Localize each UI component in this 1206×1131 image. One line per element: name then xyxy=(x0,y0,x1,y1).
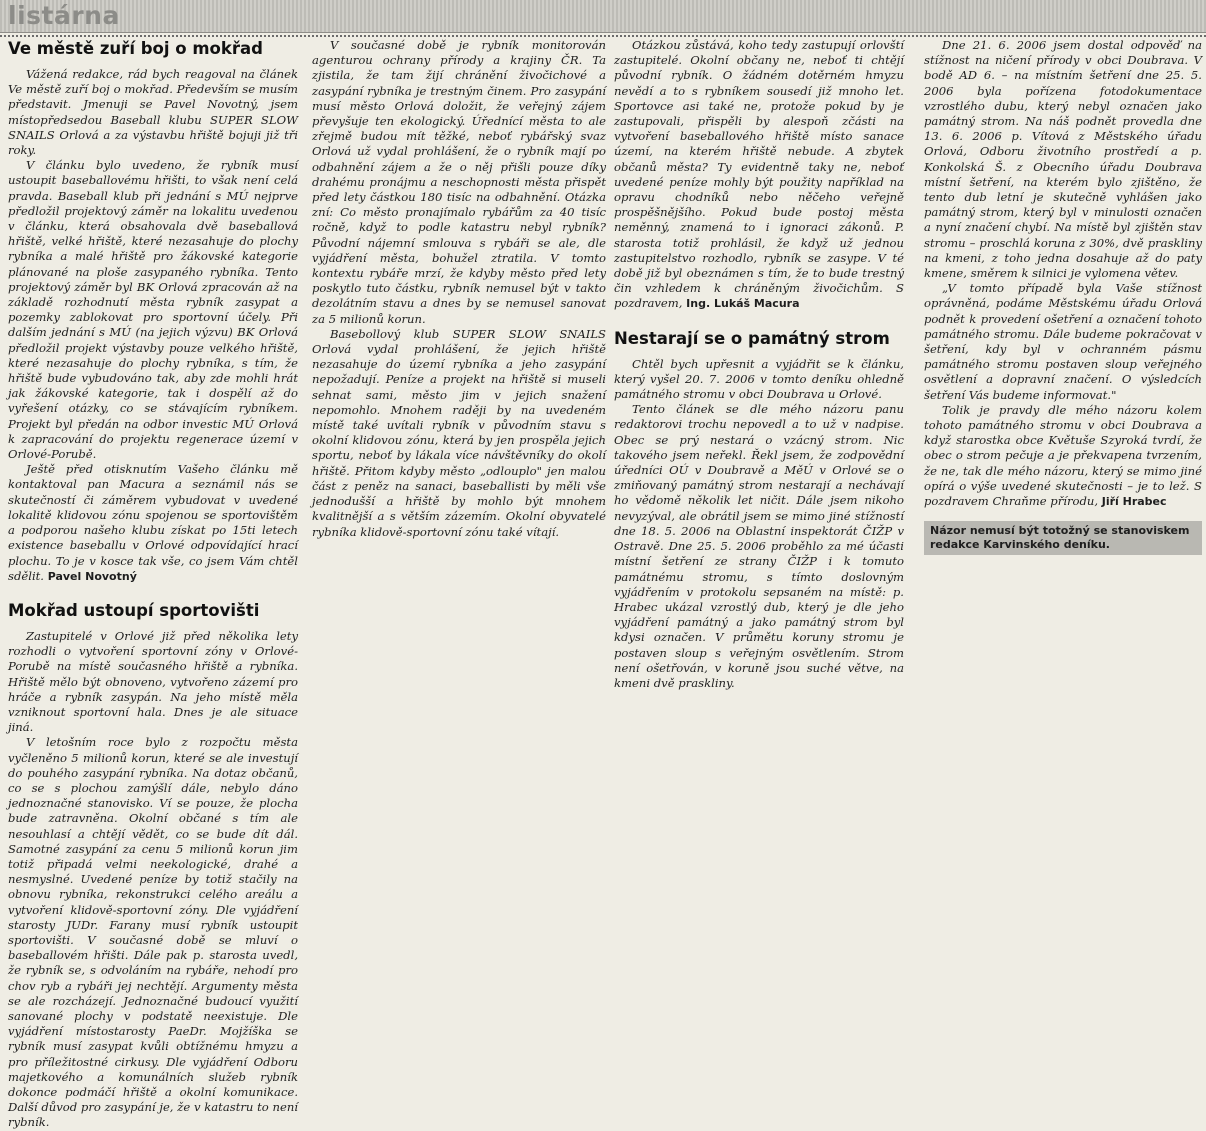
article1-signature: Pavel Novotný xyxy=(47,569,137,583)
article1-paragraph-text: Ještě před otisknutím Vašeho článku mě kontaktoval pan Macura a seznámil nás se skutečností či záměrem vybudovat v uvedené lokalitě klidovou zónu spojenou se sportovištěm a podporou našeho klubu získat po 15ti letech existence baseballu v Orlové odpovídající hrací plochu. To je v kosce tak vše, co jsem Vám chtěl sdělit. xyxy=(8,462,298,583)
article1-paragraph: V článku bylo uvedeno, že rybník musí ustoupit baseballovému hřišti, to však není celá pravda. Baseball klub při jednání s MÚ nejprve předložil projektový záměr na lokalitu uvedenou v článku, která obsahovala dvě baseballová hřiště, velké hřiště, které nezasahuje do plochy rybníka a malé hřiště pro žákovské kategorie plánované na ploše zasypaného rybníka. Tento projektový záměr byl BK Orlová zpracován až na základě rozhodnutí města rybník zasypat a pozemky zablokovat pro sportovní účely. Při dalším jednání s MÚ (na jejich výzvu) BK Orlová předložil projekt výstavby pouze velkého hřiště, které nezasahuje do plochy rybníka, s tím, že hřiště bude vybudováno tak, aby zde mohli hrát jak žákovské kategorie, tak i dospělí až do vyřešení otázky, co se stávajícím rybníkem. Projekt byl předán na odbor investic MÚ Orlová k zapracování do projektu regenerace území v Orlové-Porubě. xyxy=(8,158,298,462)
column-3 xyxy=(614,38,904,862)
article1-paragraph xyxy=(8,462,298,584)
article3-paragraph: Dne 21. 6. 2006 jsem dostal odpověď na stížnost na ničení přírody v obci Doubrava. V bodě AD 6. – na místním šetření dne 25. 5. 2006 byla pořízena fotodokumentace vzrostlého dubu, který nebyl označen jako památný strom. Na náš podnět provedla dne 13. 6. 2006 p. Vítová z Městského úřadu Orlová, Odboru životního prostředí a p. Konkolská Š. z Obecního úřadu Doubrava místní šetření, na kterém bylo zjištěno, že tento dub letní je skutečně vyhlášen jako památný strom, který byl v minulosti označen a nyní značení chybí. Na místě byl zjištěn stav stromu – proschlá koruna z 30%, dvě praskliny na kmeni, z toho jedna dosahuje až do paty kmene, směrem k silnici je vylomena větev. xyxy=(924,38,1202,281)
article2-paragraph: V letošním roce bylo z rozpočtu města vyčleněno 5 milionů korun, které se ale investují do pouhého zasypání rybníka. Na dotaz občanů, co se s plochou zamýšlí dále, nebylo dáno jednoznačné stanovisko. Ví se pouze, že plocha bude zatravněna. Okolní občané s tím ale nesouhlasí a chtějí vědět, co se bude dít dál. Samotné zasypání za cenu 5 milionů korun jim totiž připadá velmi neekologické, drahé a nesmyslné. Uvedené peníze by totiž stačily na obnovu rybníka, rekonstrukci celého areálu a vytvoření klidově-sportovní zóny. Dle vyjádření starosty JUDr. Farany musí rybník ustoupit sportovišti. V současné době se mluví o baseballovém hřišti. Dále pak p. starosta uvedl, že rybník se, s odvoláním na rybáře, nehodí pro chov ryb a rybáři jej nechtějí. Argumenty města se ale rozcházejí. Jednoznačné budoucí využití sanované plochy v podstatě neexistuje. Dle vyjádření místostarosty PaeDr. Mojžíška se rybník musí zasypat kvůli obtížnému hmyzu a pro příležitostné cirkusy. Dle vyjádření Odboru majetkového a komunálních služeb rybník dokonce podmáčí hřiště a okolní komunikace. Další důvod pro zasypání je, že v katastru to není rybník. xyxy=(8,735,298,1130)
article2-paragraph: V současné době je rybník monitorován agenturou ochrany přírody a krajiny ČR. Ta zjistila, že tam žijí chránění živočichové a zasypání rybníka je trestným činem. Pro zasypání musí město Orlová doložit, že veřejný zájem převyšuje ten ekologický. Úřednící města to ale zřejmě budou mít těžké, neboť rybářský svaz Orlová už vydal prohlášení, že o rybník mají po odbahnění zájem a že o něj přišli pouze díky drahému pronájmu a neschopnosti města přispět před lety částkou 180 tisíc na odbahnění. Otázka zní: Co město pronajímalo rybářům za 40 tisíc ročně, když to podle katastru nebyl rybník? Původní nájemní smlouva s rybáři se ale, dle vyjádření města, bohužel ztratila. V tomto kontextu rybáře mrzí, že kdyby město před lety poskytlo tuto částku, rybník nemusel být v takto dezolátním stavu a dnes by se nemusel sanovat za 5 milionů korun. xyxy=(312,38,606,326)
article3-paragraph xyxy=(924,403,1202,509)
disclaimer-box: Názor nemusí být totožný se stanoviskem redakce Karvinského deníku. xyxy=(924,521,1202,555)
column-1 xyxy=(8,38,298,1130)
article2-signature: Ing. Lukáš Macura xyxy=(686,297,800,311)
headline-pamatny-strom: Nestarají se o památný strom xyxy=(614,328,890,348)
article2-paragraph xyxy=(614,38,904,312)
article3-paragraph-text: Tolik je pravdy dle mého názoru kolem tohoto památného stromu v obci Doubrava a když starostka obce Květuše Szyroká tvrdí, že obec o strom pečuje a je překvapena tvrzením, že ne, tak dle mého názoru, který se mimo jiné opírá o výše uvedené skutečnosti – je to lež. S pozdravem Chraňme přírodu, xyxy=(924,402,1202,509)
headline-boj-o-mokrad: Ve městě zuří boj o mokřad xyxy=(8,39,263,58)
article2-paragraph: Basebollový klub SUPER SLOW SNAILS Orlová vydal prohlášení, že jejich hřiště nezasahuje do území rybníka a jeho zasypání nepožadují. Peníze a projekt na hřiště si museli sehnat sami, město jim v jejich snažení nepomohlo. Mnohem raději by na uvedeném místě také uvítali rybník v původním stavu s okolní klidovou zónu, která by jen prospěla jejich sportu, neboť by lákala více návštěvníky do okolí hřiště. Přitom kdyby město „odlouplo" jen malou část z peněz na sanaci, baseballisti by měli vše jednodušší a hřiště by mohlo být mnohem kvalitnější a s větším zázemím. Okolní obyvatelé rybníka klidově-sportovní zónu také vítají. xyxy=(312,326,606,539)
article1-paragraph: Vážená redakce, rád bych reagoval na článek Ve městě zuří boj o mokřad. Především se musím představit. Jmenuji se Pavel Novotný, jsem místopředsedou Baseball klubu SUPER SLOW SNAILS Orlová a za výstavbu hřiště bojuji již tři roky. xyxy=(8,67,298,158)
article3-paragraph: Tento článek se dle mého názoru panu redaktorovi trochu nepovedl a to už v nadpise. Obec se prý nestará o vzácný strom. Nic takového jsem neřekl. Řekl jsem, že zodpovědní úředníci OÚ v Doubravě a MěÚ v Orlové se o zmiňovaný památný strom nestarají a nechávají ho vědomě několik let ničit. Dále jsem nikoho nevyzýval, ale obrátil jsem se mimo jiné stížností dne 18. 5. 2006 na Oblastní inspektorát ČIŽP v Ostravě. Dne 25. 5. 2006 proběhlo za mé účasti místní šetření ze strany ČIŽP i k tomuto památnému stromu, s tímto doslovným vyjádřením v protokolu sepsaném na místě: p. Hrabec ukázal vzrostlý dub, který je dle jeho vyjádření památný a jako památný strom byl kdysi označen. V průmětu koruny stromu je postaven sloup s veřejným osvětlením. Strom není ošetřován, v koruně jsou suché větve, na kmeni dvě praskliny. xyxy=(614,402,904,690)
article2-paragraph-text: Otázkou zůstává, koho tedy zastupují orlovští zastupitelé. Okolní občany ne, neboť ti chtějí původní rybník. O žádném dotěrném hmyzu nevědí a to s rybníkem sousedí již mnoho let. Sportovce asi také ne, protože pokud by je zastupovali, přispěli by alespoň zčásti na vytvoření baseballového hřiště místo sanace území, na kterém hřiště nebude. A zbytek občanů města? Ty evidentně taky ne, neboť uvedené peníze mohly být použity například na opravu chodníků nebo něčeho veřejně prospěšnějšího. Pokud bude postoj města neměnný, znamená to i ignoraci zákonů. P. starosta totiž prohlásil, že když už jednou zastupitelstvo rozhodlo, rybník se zasype. V té době již byl obeznámen s tím, že to bude trestný čin vzhledem k chráněným živočichům. S pozdravem, xyxy=(614,38,904,311)
article3-paragraph: „V tomto případě byla Vaše stížnost oprávněná, podáme Městskému úřadu Orlová podnět k provedení ošetření a označení tohoto památného stromu. Dále budeme pokračovat v šetření, kdy byl v ochranném pásmu památného stromu postaven sloup veřejného osvětlení a dopravní značení. O výsledcích šetření Vás budeme informovat." xyxy=(924,281,1202,402)
article2-paragraph: Zastupitelé v Orlové již před několika lety rozhodli o vytvoření sportovní zóny v Orlové-Porubě na místě současného hřiště a rybníka. Hřiště mělo být obnoveno, vytvořeno zázemí pro hráče a rybník zasypán. Na jeho místě měla vzniknout sportovní hala. Dnes je ale situace jiná. xyxy=(8,628,298,735)
article3-paragraph: Chtěl bych upřesnit a vyjádřit se k článku, který vyšel 20. 7. 2006 v tomto deníku ohledně památného stromu v obci Doubrava u Orlové. xyxy=(614,356,904,402)
column-4 xyxy=(924,38,1202,862)
section-title: listárna xyxy=(8,1,120,30)
column-2 xyxy=(312,38,606,862)
dotted-divider xyxy=(0,35,1206,37)
section-header xyxy=(0,0,1206,33)
headline-mokrad-ustoupi: Mokřad ustoupí sportovišti xyxy=(8,600,260,620)
article3-signature: Jiří Hrabec xyxy=(1101,495,1167,509)
